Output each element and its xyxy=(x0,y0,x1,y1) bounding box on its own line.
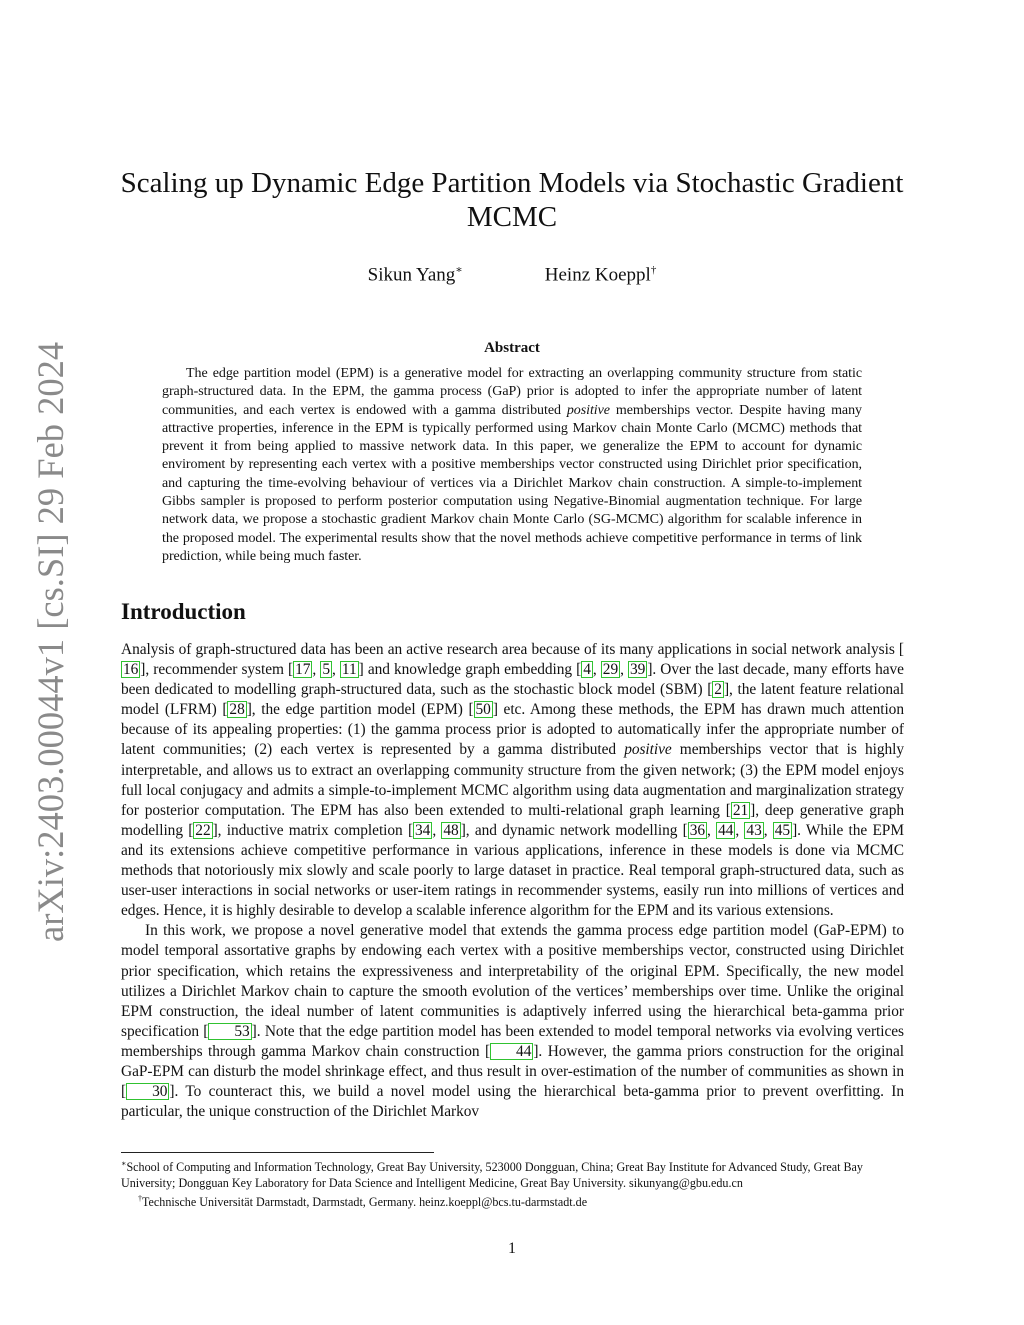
author-name: Heinz Koeppl xyxy=(544,264,651,286)
citation-link[interactable]: 43 xyxy=(746,821,762,839)
abstract-heading: Abstract xyxy=(484,340,540,356)
citation-link[interactable]: 2 xyxy=(714,681,722,699)
page-number: 1 xyxy=(508,1240,516,1257)
citation-link[interactable]: 48 xyxy=(443,821,459,839)
citation-link[interactable]: 39 xyxy=(630,661,646,679)
citation-link[interactable]: 4 xyxy=(583,661,591,679)
footnote-mark: ∗ xyxy=(121,1159,127,1168)
citation-link[interactable]: 28 xyxy=(229,701,245,719)
author-1 xyxy=(368,258,463,287)
section-heading-introduction: Introduction xyxy=(121,599,246,624)
author-affiliation-mark: † xyxy=(650,264,657,276)
author-list xyxy=(300,258,724,287)
footnotes xyxy=(121,1156,904,1210)
citation-link[interactable]: 5 xyxy=(322,661,330,679)
citation-link[interactable]: 21 xyxy=(732,801,749,819)
citation-link[interactable]: 29 xyxy=(602,661,619,679)
emphasis: positive xyxy=(566,402,610,418)
citation-link[interactable]: 16 xyxy=(123,661,139,679)
abstract-text: The edge partition model (EPM) is a generative model for extracting an overlapping community structure from static graph-structured data. In the EPM, the gamma process (GaP) prior is adopted to infer the appropriate number of latent communities, and each vertex is endowed with a gamma distributed positive memberships vector. Despite having many attractive properties, inference in the EPM is typically performed using Markov chain Monte Carlo (MCMC) methods that prevent it from being applied to massive network data. In this paper, we generalize the EPM to account for dynamic enviroment by representing each vertex with a positive memberships vector constructed using Dirichlet prior specification, and capturing the time-evolving behaviour of vertices via a Dirichlet Markov chain construction. A simple-to-implement Gibbs sampler is proposed to perform posterior computation using Negative-Binomial augmentation technique. For large network data, we propose a stochastic gradient Markov chain Monte Carlo (SG-MCMC) algorithm for scalable inference in the proposed model. The experimental results show that the novel methods achieve competitive performance in terms of link prediction, while being much faster. xyxy=(162,366,862,564)
paragraph: Analysis of graph-structured data has been an active research area because of its many applications in social network analysis [16 ], recommender system [ 17 , 5 , 11 ] and knowledge graph embedding [ 4 , 29 , 39 ]. Over the last decade, many efforts have been dedicated to modelling graph-structured data, such as the stochastic block model (SBM) [ 2 ], the latent feature relational model (LFRM) [ 28 ], the edge partition model (EPM) [ 50 ] etc. Among these methods, the EPM has drawn much attention because of its appealing properties: (1) the gamma process prior is adopted to automatically infer the appropriate number of latent communities; (2) each vertex is represented by a gamma distributed positive memberships vector that is highly interpretable, and allows us to extract an overlapping community structure from the given network; (3) the EPM model enjoys full local conjugacy and admits a simple-to-implement MCMC algorithm using data augmentation and marginalization strategy for posterior computation. The EPM has also been extended to multi-relational graph learning [ 21 ], deep generative graph modelling [ 22 ], inductive matrix completion [ 34 , 48 ], and dynamic network modelling [ 36 , 44 , 43 , 45 ]. While the EPM and its extensions achieve competitive performance in various applications, inference in these models is done via MCMC methods that notoriously mix slowly and scale poorly to large dataset in practice. Real temporal graph-structured data, such as user-user interactions in social networks or user-item ratings in recommender systems, easily run into millions of vertices and edges. Hence, it is highly desirable to develop a scalable inference algorithm for the EPM and its various extensions. xyxy=(121,641,905,920)
citation-link[interactable]: 50 xyxy=(475,701,491,719)
citation-link[interactable]: 44 xyxy=(490,1043,533,1060)
paragraph: In this work, we propose a novel generative model that extends the gamma process edge partition model (GaP-EPM) to model temporal assortative graphs by endowing each vertex with a positive memberships vector, constructed using Dirichlet prior specification, which retains the expressiveness and interpretability of the original EPM. Specifically, the new model utilizes a Dirichlet Markov chain to capture the smooth evolution of the vertices’ memberships over time. Unlike the original EPM construction, the ideal number of latent communities is adaptively inferred using the hierarchical beta-gamma prior specification [ 53 ]. Note that the edge partition model has been extended to model temporal networks via evolving vertices memberships through gamma Markov chain construction [ 44 ]. However, the gamma priors construction for the original GaP-EPM can disturb the model shrinkage effect, and thus result in over-estimation of the number of communities as shown in [ 30 ]. To counteract this, we build a novel model using the hierarchical beta-gamma prior to prevent overfitting. In particular, the unique construction of the Dirichlet Markov xyxy=(121,922,905,1121)
paper-title: Scaling up Dynamic Edge Partition Models via Stochastic Gradient MCMC xyxy=(120,167,904,233)
author-affiliation-mark: ∗ xyxy=(455,264,463,276)
footnote-divider xyxy=(121,1152,434,1153)
introduction-body xyxy=(121,640,904,1122)
footnote-mark: † xyxy=(138,1194,142,1204)
author-2 xyxy=(545,258,657,287)
citation-link[interactable]: 17 xyxy=(295,661,311,679)
citation-link[interactable]: 11 xyxy=(341,661,357,679)
citation-link[interactable]: 45 xyxy=(774,821,791,839)
citation-link[interactable]: 53 xyxy=(208,1023,251,1040)
citation-link[interactable]: 34 xyxy=(415,821,431,839)
arxiv-identifier: arXiv:2403.00044v1 [cs.SI] 29 Feb 2024 xyxy=(30,341,71,942)
citation-link[interactable]: 36 xyxy=(689,821,705,839)
citation-link[interactable]: 22 xyxy=(195,821,211,839)
footnote-1: ∗School of Computing and Information Technology, Great Bay University, 523000 Dongguan, China; Great Bay Institute for Advanced Study, Great Bay University; Dongguan Key Laboratory for Data Science and Intelligent Medicine, Great Bay University. sikunyang@gbu.edu.cn xyxy=(121,1159,863,1191)
citation-link[interactable]: 30 xyxy=(126,1083,169,1100)
citation-link[interactable]: 44 xyxy=(718,821,734,839)
footnote-2: †Technische Universität Darmstadt, Darmstadt, Germany. heinz.koeppl@bcs.tu-darmstadt.de xyxy=(138,1194,588,1210)
emphasis: positive xyxy=(624,741,672,759)
author-name: Sikun Yang xyxy=(367,264,456,286)
